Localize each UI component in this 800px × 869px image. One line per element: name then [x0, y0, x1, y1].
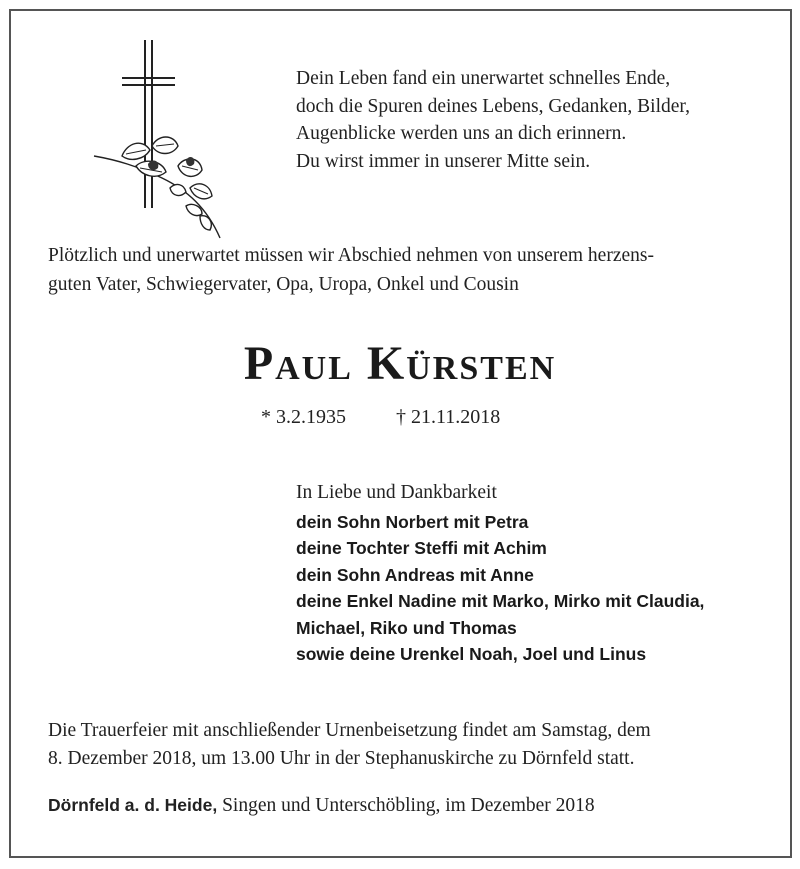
cross-with-rose-icon — [92, 38, 232, 243]
family-line: Michael, Riko und Thomas — [296, 617, 517, 638]
closing-place: Dörnfeld a. d. Heide, — [48, 795, 218, 815]
family-line: deine Enkel Nadine mit Marko, Mirko mit Claudia, — [296, 591, 705, 611]
closing-rest: Singen und Unterschöbling, im Dezember 2018 — [217, 795, 595, 816]
intro-line: guten Vater, Schwiegervater, Opa, Uropa, Onkel und Cousin — [48, 273, 519, 295]
service-line: Die Trauerfeier mit anschließender Urnenbeisetzung findet am Samstag, dem — [48, 720, 651, 741]
poem-line: doch die Spuren deines Lebens, Gedanken, Bilder, — [296, 95, 690, 117]
mourners-block — [296, 480, 704, 668]
poem-line: Dein Leben fand ein unerwartet schnelles Ende, — [296, 68, 671, 89]
intro-text — [48, 242, 654, 299]
poem-verse — [296, 65, 690, 175]
life-dates — [261, 406, 500, 429]
service-notice — [48, 717, 651, 773]
intro-line: Plötzlich und unerwartet müssen wir Abschied nehmen von unserem herzens- — [48, 245, 654, 266]
service-line: 8. Dezember 2018, um 13.00 Uhr in der Stephanuskirche zu Dörnfeld statt. — [48, 748, 635, 769]
death-date: † 21.11.2018 — [396, 406, 501, 428]
birth-date: * 3.2.1935 — [261, 406, 346, 428]
poem-line: Augenblicke werden uns an dich erinnern. — [296, 123, 627, 144]
family-line: sowie deine Urenkel Noah, Joel und Linus — [296, 644, 647, 664]
poem-line: Du wirst immer in unserer Mitte sein. — [296, 150, 591, 172]
family-line: dein Sohn Andreas mit Anne — [296, 564, 534, 585]
closing-line — [48, 795, 595, 817]
mourners-lead: In Liebe und Dankbarkeit — [296, 482, 497, 503]
family-line: dein Sohn Norbert mit Petra — [296, 511, 529, 532]
family-list — [296, 509, 704, 668]
deceased-name: Paul Kürsten — [243, 337, 557, 390]
family-line: deine Tochter Steffi mit Achim — [296, 538, 547, 558]
